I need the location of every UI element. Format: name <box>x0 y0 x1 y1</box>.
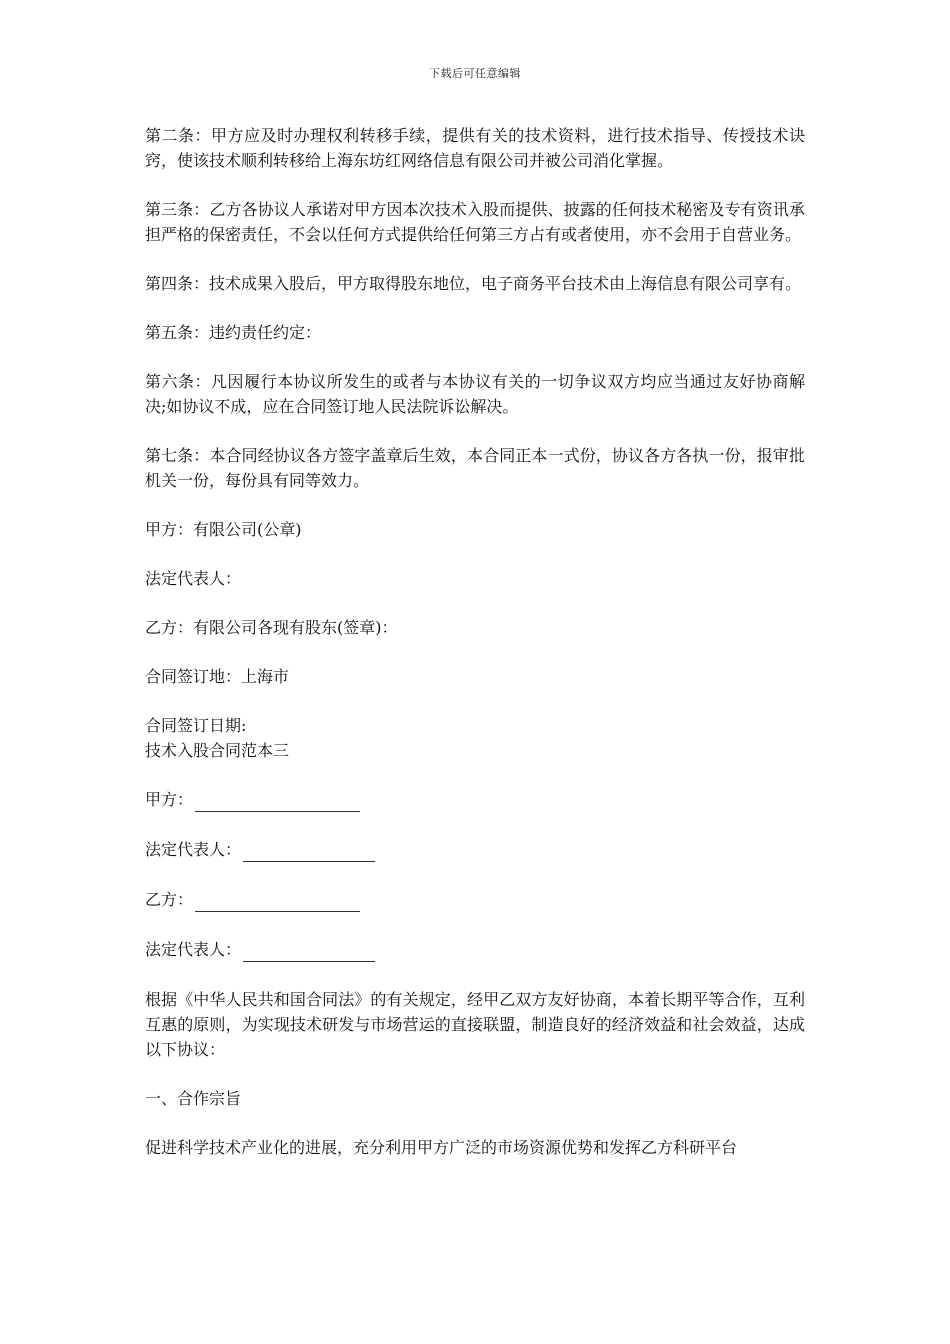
form-rep-a-label: 法定代表人： <box>145 840 242 859</box>
page-header-note: 下载后可任意编辑 <box>429 67 521 80</box>
template-title: 技术入股合同范本三 <box>145 741 290 760</box>
party-a-line: 甲方：有限公司(公章) <box>145 520 302 539</box>
section-1-text: 促进科学技术产业化的进展，充分利用甲方广泛的市场资源优势和发挥乙方科研平台 <box>145 1138 738 1157</box>
form-party-b <box>145 887 805 912</box>
form-rep-b <box>145 937 805 962</box>
article-7: 第七条：本合同经协议各方签字盖章后生效，本合同正本一式份，协议各方各执一份，报审批机关一份，每份具有同等效力。 <box>145 446 805 490</box>
section-1-heading: 一、合作宗旨 <box>145 1089 242 1108</box>
sign-date-line: 合同签订日期: <box>145 716 247 735</box>
article-5: 第五条：违约责任约定： <box>145 323 322 342</box>
party-b-line: 乙方：有限公司各现有股东(签章)： <box>145 618 398 637</box>
article-3: 第三条：乙方各协议人承诺对甲方因本次技术入股而提供、披露的任何技术秘密及专有资讯承担严格的保密责任，不会以任何方式提供给任何第三方占有或者使用，亦不会用于自营业务。 <box>145 200 805 244</box>
form-party-a-label: 甲方： <box>145 790 194 809</box>
document-body <box>145 123 805 1184</box>
form-party-a-blank[interactable] <box>195 793 360 812</box>
form-party-b-label: 乙方： <box>145 890 194 909</box>
form-rep-a <box>145 837 805 862</box>
sign-place-line: 合同签订地：上海市 <box>145 667 290 686</box>
agreement-intro: 根据《中华人民共和国合同法》的有关规定，经甲乙双方友好协商，本着长期平等合作，互利互惠的原则，为实现技术研发与市场营运的直接联盟，制造良好的经济效益和社会效益，达成以下协议： <box>145 990 805 1059</box>
form-party-b-blank[interactable] <box>195 893 360 912</box>
form-party-a <box>145 787 805 812</box>
article-2: 第二条：甲方应及时办理权利转移手续，提供有关的技术资料，进行技术指导、传授技术诀窍，使该技术顺利转移给上海东坊红网络信息有限公司并被公司消化掌握。 <box>145 126 805 170</box>
form-rep-a-blank[interactable] <box>243 843 375 862</box>
rep-a-line: 法定代表人： <box>145 569 242 588</box>
article-4: 第四条：技术成果入股后，甲方取得股东地位，电子商务平台技术由上海信息有限公司享有。 <box>145 274 802 293</box>
form-rep-b-blank[interactable] <box>243 943 375 962</box>
form-rep-b-label: 法定代表人： <box>145 940 242 959</box>
article-6: 第六条：凡因履行本协议所发生的或者与本协议有关的一切争议双方均应当通过友好协商解决;如协议不成，应在合同签订地人民法院诉讼解决。 <box>145 372 805 416</box>
